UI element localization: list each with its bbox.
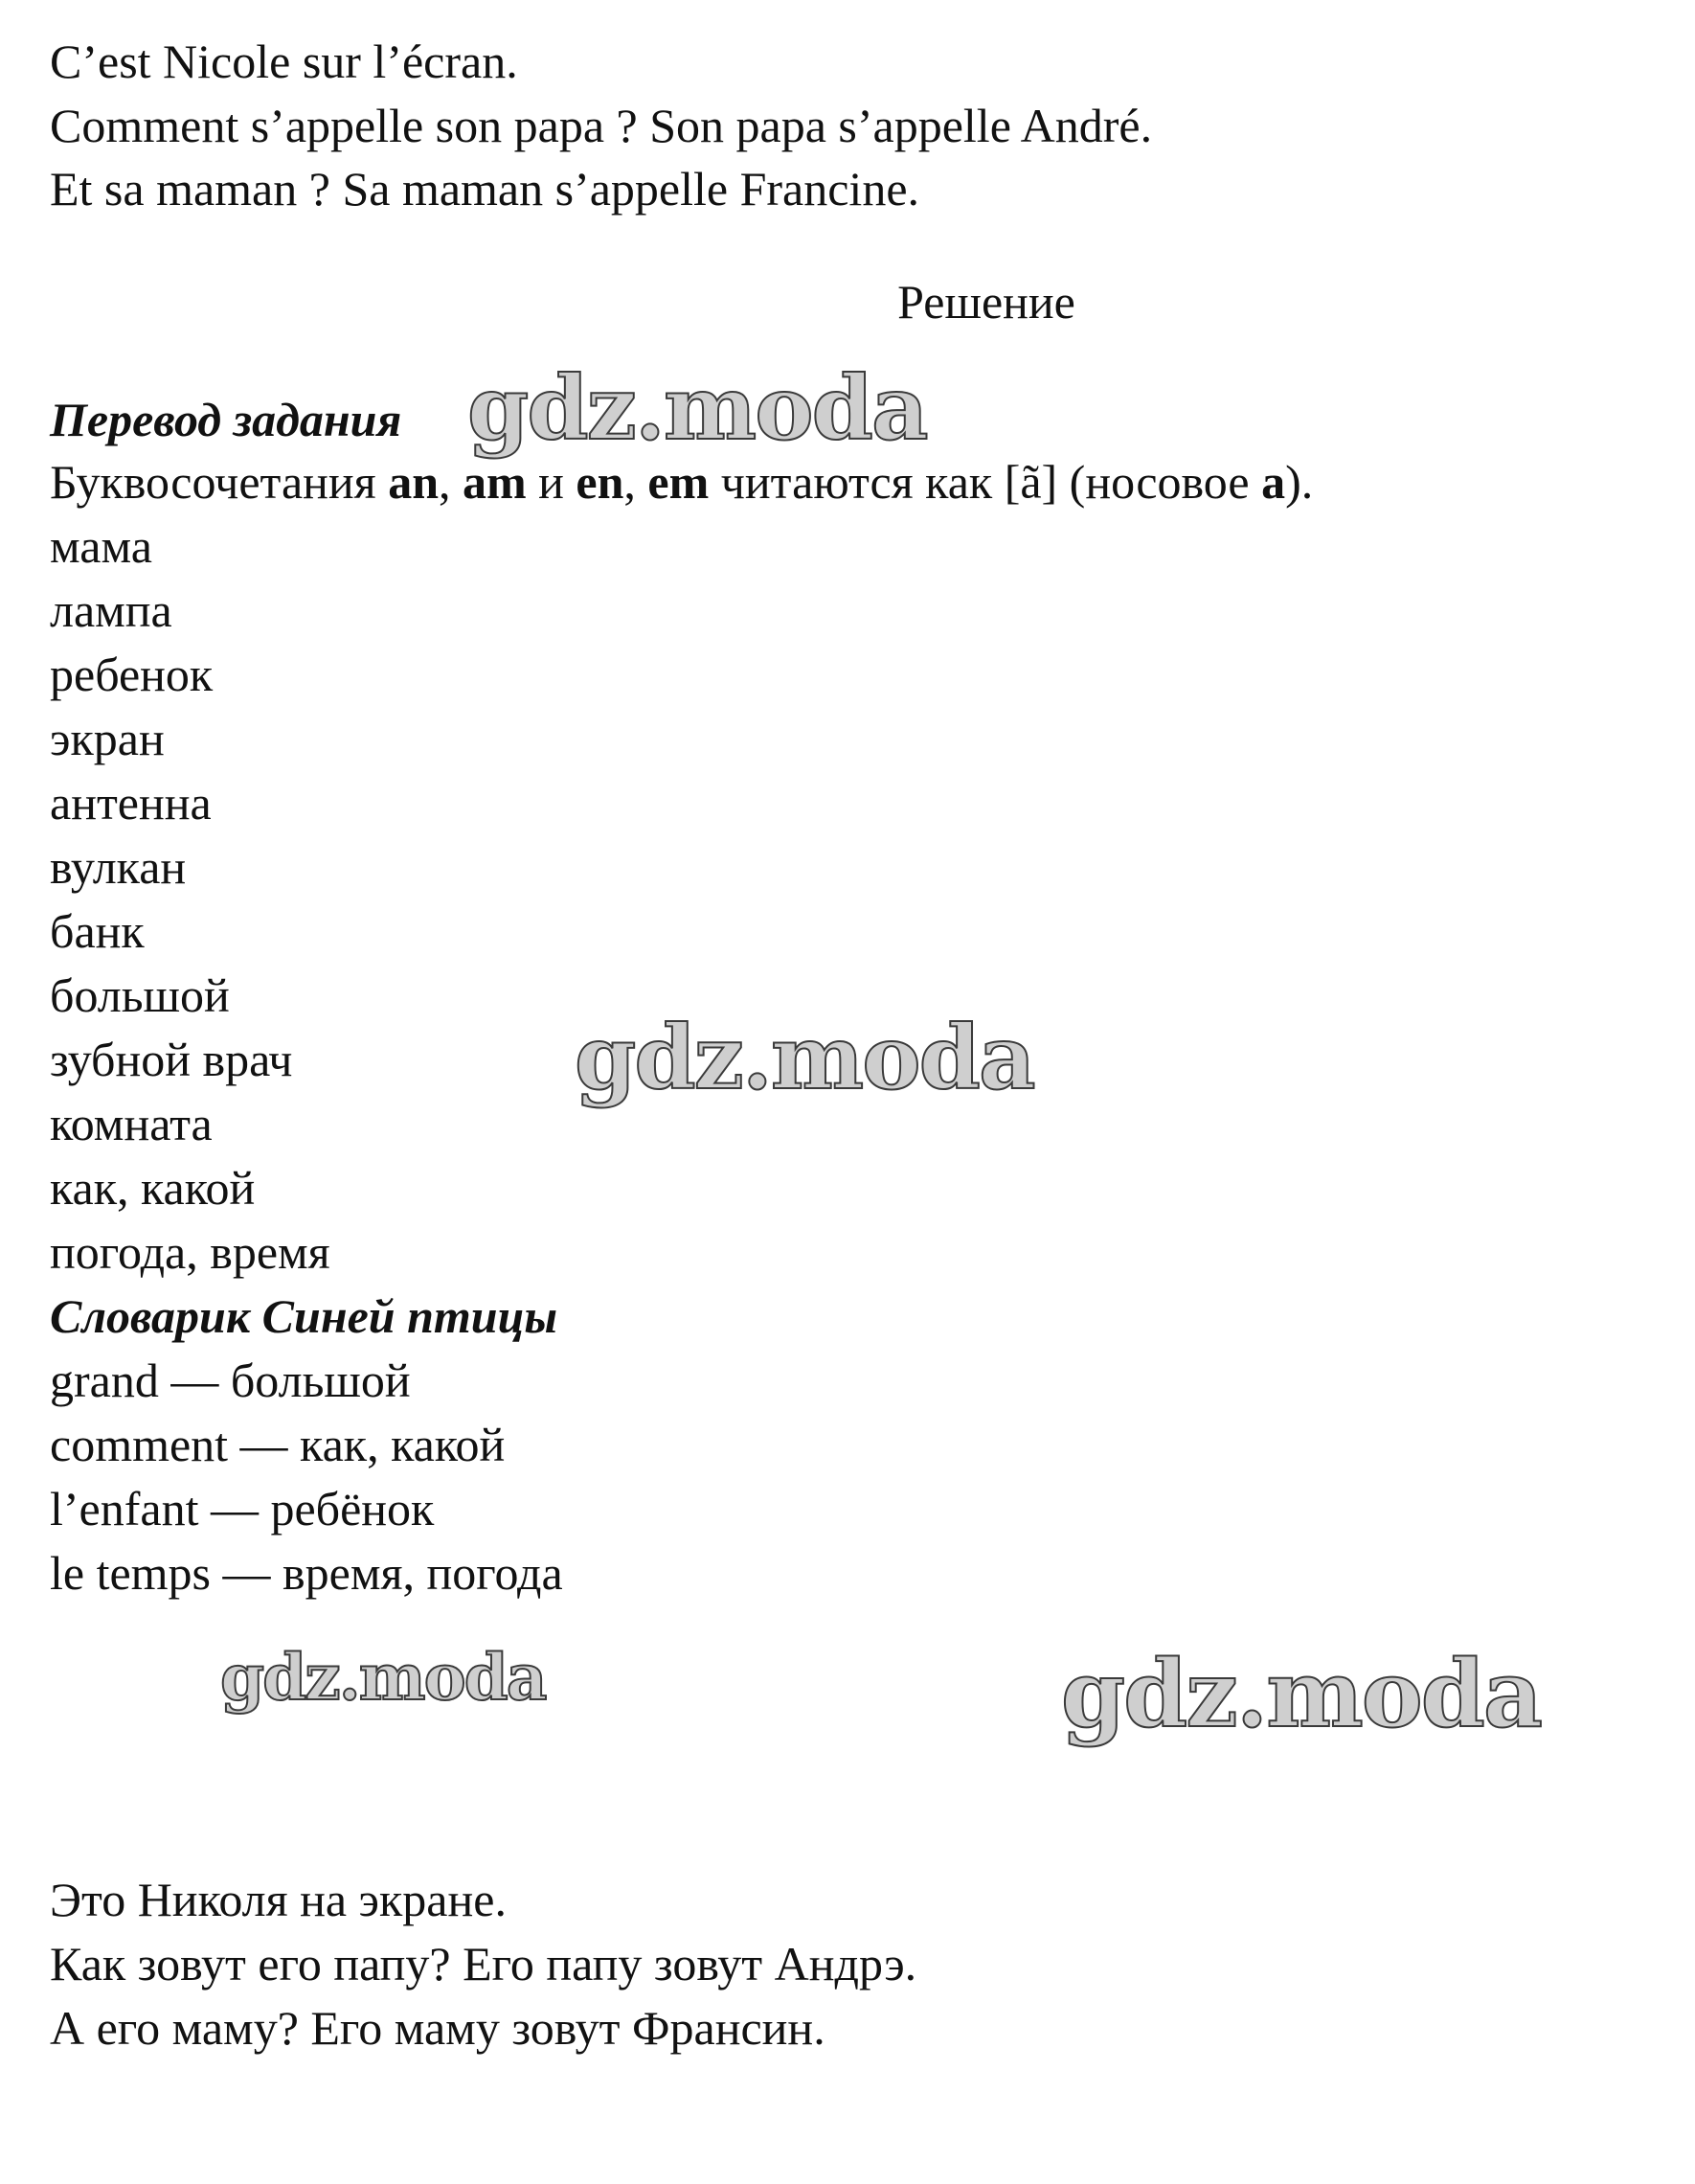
word-item: экран [50,712,165,765]
rule-text: , [623,455,648,509]
watermark: gdz.moda [575,1006,1034,1109]
french-line-1: C’est Nicole sur l’écran. [50,34,518,88]
rule-text: читаются как [ã] (носовое [709,455,1262,509]
rule-text: ). [1285,455,1314,509]
word-item: зубной врач [50,1033,293,1086]
rule-bold-am: am [463,455,527,509]
rule-bold-em: em [647,455,710,509]
rule-text: , [439,455,463,509]
word-item: лампа [50,583,172,637]
word-item: комната [50,1097,213,1150]
word-item: ребенок [50,648,214,701]
rule-bold-en: en [576,455,624,509]
word-item: вулкан [50,840,187,894]
word-item: большой [50,968,230,1022]
word-item: как, какой [50,1161,256,1215]
word-item: антенна [50,776,212,830]
translation-heading: Перевод задания [50,393,402,446]
rule-text: Буквосочетания [50,455,389,509]
rule-bold-a: a [1261,455,1286,509]
watermark: gdz.moda [1061,1640,1542,1748]
russian-line-2: Как зовут его папу? Его папу зовут Андрэ. [50,1937,917,1991]
russian-line-1: Это Николя на экране. [50,1873,507,1926]
word-item: мама [50,519,152,573]
watermark: gdz.moda [467,356,927,460]
french-line-2: Comment s’appelle son papa ? Son papa s’appelle André. [50,99,1153,152]
rule-bold-an: an [388,455,439,509]
dictionary-entry: comment — как, какой [50,1418,506,1471]
solution-heading: Решение [897,275,1075,329]
rule-text: и [526,455,576,509]
dictionary-heading: Словарик Синей птицы [50,1289,558,1343]
french-line-3: Et sa maman ? Sa maman s’appelle Francine. [50,162,920,216]
word-item: погода, время [50,1225,330,1279]
dictionary-entry: l’enfant — ребёнок [50,1482,435,1536]
russian-line-3: А его маму? Его маму зовут Франсин. [50,2001,825,2055]
word-item: банк [50,904,145,958]
watermark: gdz.moda [220,1640,546,1715]
dictionary-entry: grand — большой [50,1354,411,1407]
dictionary-entry: le temps — время, погода [50,1546,563,1600]
